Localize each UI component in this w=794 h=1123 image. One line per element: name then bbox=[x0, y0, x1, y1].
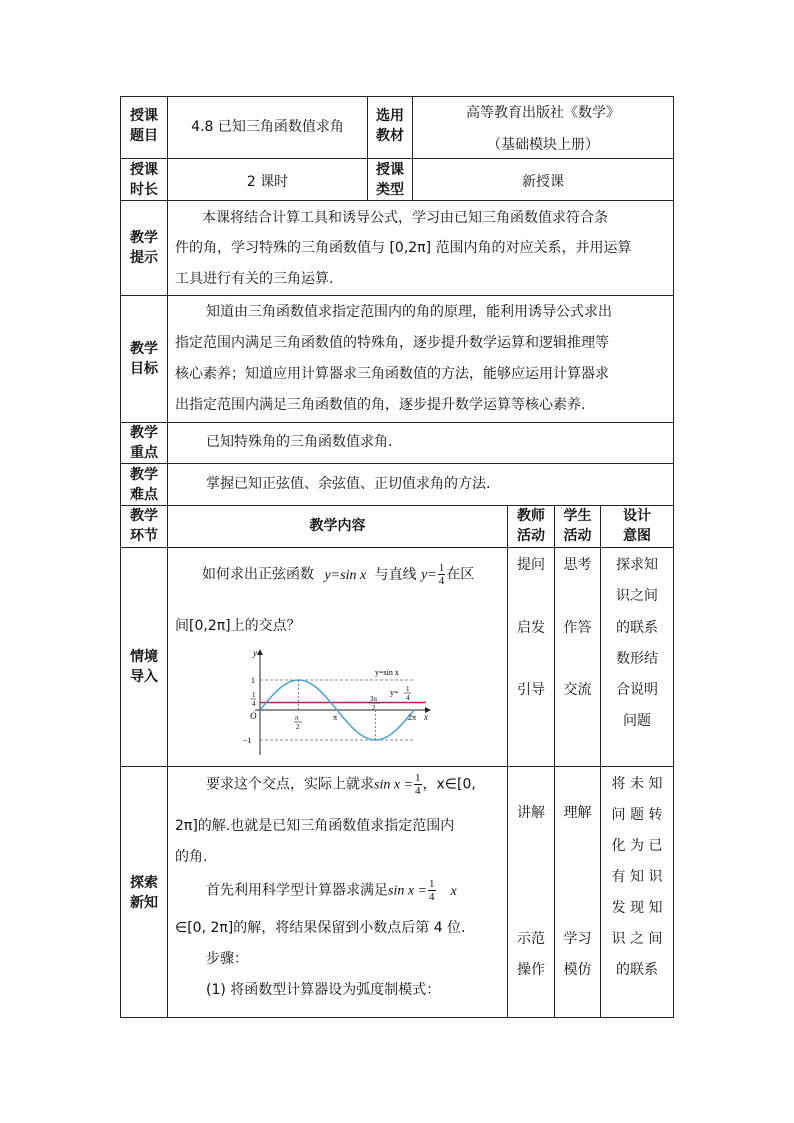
textbook-label: 选用 教材 bbox=[376, 108, 404, 144]
lesson-plan-table bbox=[120, 96, 674, 1018]
type-label: 授课 类型 bbox=[376, 162, 404, 198]
tick-quarter-num: 1 bbox=[252, 691, 256, 699]
explore-design bbox=[601, 767, 673, 1017]
design-line: 探求知 bbox=[616, 557, 658, 573]
explore-line-1 bbox=[206, 772, 476, 797]
axis-x-label: x bbox=[424, 712, 428, 722]
design-line: 识 之 间 bbox=[611, 931, 663, 947]
intro-student-activities bbox=[555, 548, 600, 766]
student-activity: 理解 bbox=[563, 805, 592, 821]
border-bottom bbox=[120, 1017, 674, 1018]
tick-pi: π bbox=[333, 713, 338, 722]
explore-line-2: 2π]的解.也就是已知三角函数值求指定范围内 bbox=[175, 818, 455, 834]
topic-label: 授课 题目 bbox=[130, 108, 158, 144]
intro-q-mid: 与直线 bbox=[374, 566, 417, 583]
col-content: 教学内容 bbox=[309, 518, 366, 534]
explore-line-4 bbox=[206, 878, 457, 903]
design-line: 问题 bbox=[623, 713, 651, 729]
hint-label: 教学 提示 bbox=[130, 230, 158, 266]
teacher-activity: 示范 bbox=[517, 931, 545, 947]
student-activity: 模仿 bbox=[563, 962, 592, 978]
student-activity: 学习 bbox=[563, 931, 592, 947]
intro-q-fraction bbox=[438, 562, 446, 587]
intro-label: 情境 导入 bbox=[130, 649, 158, 685]
explore-line-6: 步骤： bbox=[206, 951, 248, 967]
explore-l1-pre: 要求这个交点，实际上就求 bbox=[206, 776, 374, 793]
explore-l1-eq: sin x = bbox=[374, 777, 413, 793]
design-line: 发 现 知 bbox=[611, 900, 663, 916]
col-stage: 教学 环节 bbox=[130, 508, 158, 544]
divider bbox=[120, 158, 674, 159]
explore-l4-fraction bbox=[428, 878, 436, 903]
design-line: 问 题 转 bbox=[611, 807, 663, 823]
explore-teacher-activities bbox=[508, 767, 554, 1017]
design-line: 有 知 识 bbox=[611, 869, 663, 885]
tick-1: 1 bbox=[251, 676, 255, 685]
explore-l1-fraction bbox=[414, 772, 422, 797]
teacher-activity: 引导 bbox=[517, 682, 545, 698]
explore-l1-post: ，x∈[0, bbox=[422, 776, 476, 793]
explore-line-3: 的角. bbox=[175, 849, 208, 865]
goal-line: 知道由三角函数值求指定范围内的角的原理，能利用诱导公式求出 bbox=[206, 304, 612, 320]
goal-line: 指定范围内满足三角函数值的特殊角，逐步提升数学运算和逻辑推理等 bbox=[175, 335, 609, 351]
tick-quarter-den: 4 bbox=[252, 700, 256, 708]
explore-l4-post: x bbox=[450, 883, 457, 899]
explore-l4-pre: 首先利用科学型计算器求满足 bbox=[206, 882, 388, 899]
design-line: 将 未 知 bbox=[611, 776, 663, 792]
topic-value: 4.8 已知三角函数值求角 bbox=[191, 119, 344, 135]
hint-line: 工具进行有关的三角运算. bbox=[175, 271, 334, 287]
col-design: 设计 意图 bbox=[623, 508, 651, 544]
tick-pi2-num: π bbox=[295, 714, 299, 722]
tick-pi2-den: 2 bbox=[296, 723, 300, 731]
difficulty-label: 教学 难点 bbox=[130, 467, 158, 503]
duration-value: 2 课时 bbox=[246, 174, 289, 190]
textbook-line2: （基础模块上册） bbox=[487, 137, 599, 153]
col-teacher: 教师 活动 bbox=[517, 508, 545, 544]
explore-line-7: (1) 将函数型计算器设为弧度制模式： bbox=[206, 982, 441, 998]
numerator: 1 bbox=[429, 878, 435, 890]
student-activity: 思考 bbox=[563, 557, 592, 573]
line-label: y= bbox=[390, 688, 399, 697]
hint-line: 本课将结合计算工具和诱导公式，学习由已知三角函数值求符合条 bbox=[202, 210, 608, 226]
denominator: 4 bbox=[429, 891, 435, 903]
denominator: 4 bbox=[438, 575, 445, 587]
intro-question-line2: 间[0,2π]上的交点？ bbox=[175, 618, 301, 634]
explore-label: 探索 新知 bbox=[130, 875, 158, 911]
intro-teacher-activities bbox=[508, 548, 554, 766]
key-point-text: 已知特殊角的三角函数值求角. bbox=[206, 434, 393, 450]
divider bbox=[120, 463, 674, 464]
col-student: 学生 活动 bbox=[563, 508, 592, 544]
hint-line: 件的角，学习特殊的三角函数值与 [0,2π] 范围内角的对应关系，并用运算 bbox=[175, 240, 632, 256]
intro-q-line: y= bbox=[421, 567, 437, 583]
design-line: 的联系 bbox=[616, 962, 658, 978]
border-top bbox=[120, 96, 674, 97]
denominator: 4 bbox=[415, 785, 421, 797]
origin-label: O bbox=[250, 711, 257, 721]
divider bbox=[120, 200, 674, 201]
line-label-den: 4 bbox=[406, 694, 410, 702]
duration-label: 授课 时长 bbox=[130, 162, 158, 198]
explore-line-5: ∈[0, 2π]的解，将结果保留到小数点后第 4 位. bbox=[175, 920, 466, 936]
explore-student-activities bbox=[555, 767, 600, 1017]
divider bbox=[167, 96, 168, 1018]
key-point-label: 教学 重点 bbox=[130, 425, 158, 461]
type-value: 新授课 bbox=[522, 174, 564, 190]
tick-3pi2-den: 2 bbox=[372, 704, 376, 712]
numerator: 1 bbox=[415, 772, 421, 784]
intro-question bbox=[202, 562, 474, 587]
explore-l4-eq: sin x = bbox=[388, 883, 427, 899]
divider bbox=[120, 422, 674, 423]
tick-3pi2-num: 3π bbox=[370, 695, 378, 703]
design-line: 识之间 bbox=[616, 588, 658, 604]
goal-label: 教学 目标 bbox=[130, 341, 158, 377]
difficulty-text: 掌握已知正弦值、余弦值、正切值求角的方法. bbox=[206, 476, 491, 492]
teacher-activity: 启发 bbox=[517, 620, 545, 636]
sine-graph bbox=[240, 648, 440, 758]
numerator: 1 bbox=[438, 562, 445, 574]
sin-label: y=sin x bbox=[375, 668, 399, 677]
divider bbox=[120, 295, 674, 296]
intro-q-pre: 如何求出正弦函数 bbox=[202, 566, 314, 583]
teacher-activity: 操作 bbox=[517, 962, 545, 978]
student-activity: 交流 bbox=[563, 682, 592, 698]
design-line: 化 为 已 bbox=[611, 838, 663, 854]
intro-q-func: y=sin x bbox=[324, 567, 367, 583]
student-activity: 作答 bbox=[563, 620, 592, 636]
intro-q-post: 在区 bbox=[446, 566, 475, 583]
textbook-line1: 高等教育出版社《数学》 bbox=[466, 105, 620, 121]
teacher-activity: 讲解 bbox=[517, 805, 545, 821]
tick-neg1: −1 bbox=[243, 736, 252, 745]
axis-y-label: y bbox=[253, 648, 257, 658]
border-right bbox=[673, 96, 674, 1018]
goal-line: 出指定范围内满足三角函数值的角，逐步提升数学运算等核心素养. bbox=[175, 397, 586, 413]
teacher-activity: 提问 bbox=[517, 557, 545, 573]
tick-2pi: 2π bbox=[408, 713, 417, 722]
line-label-num: 1 bbox=[406, 685, 410, 693]
design-line: 的联系 bbox=[616, 620, 658, 636]
goal-line: 核心素养；知道应用计算器求三角函数值的方法，能够应运用计算器求 bbox=[175, 366, 609, 382]
design-line: 合说明 bbox=[616, 682, 658, 698]
design-line: 数形结 bbox=[616, 651, 658, 667]
intro-design bbox=[601, 548, 673, 766]
